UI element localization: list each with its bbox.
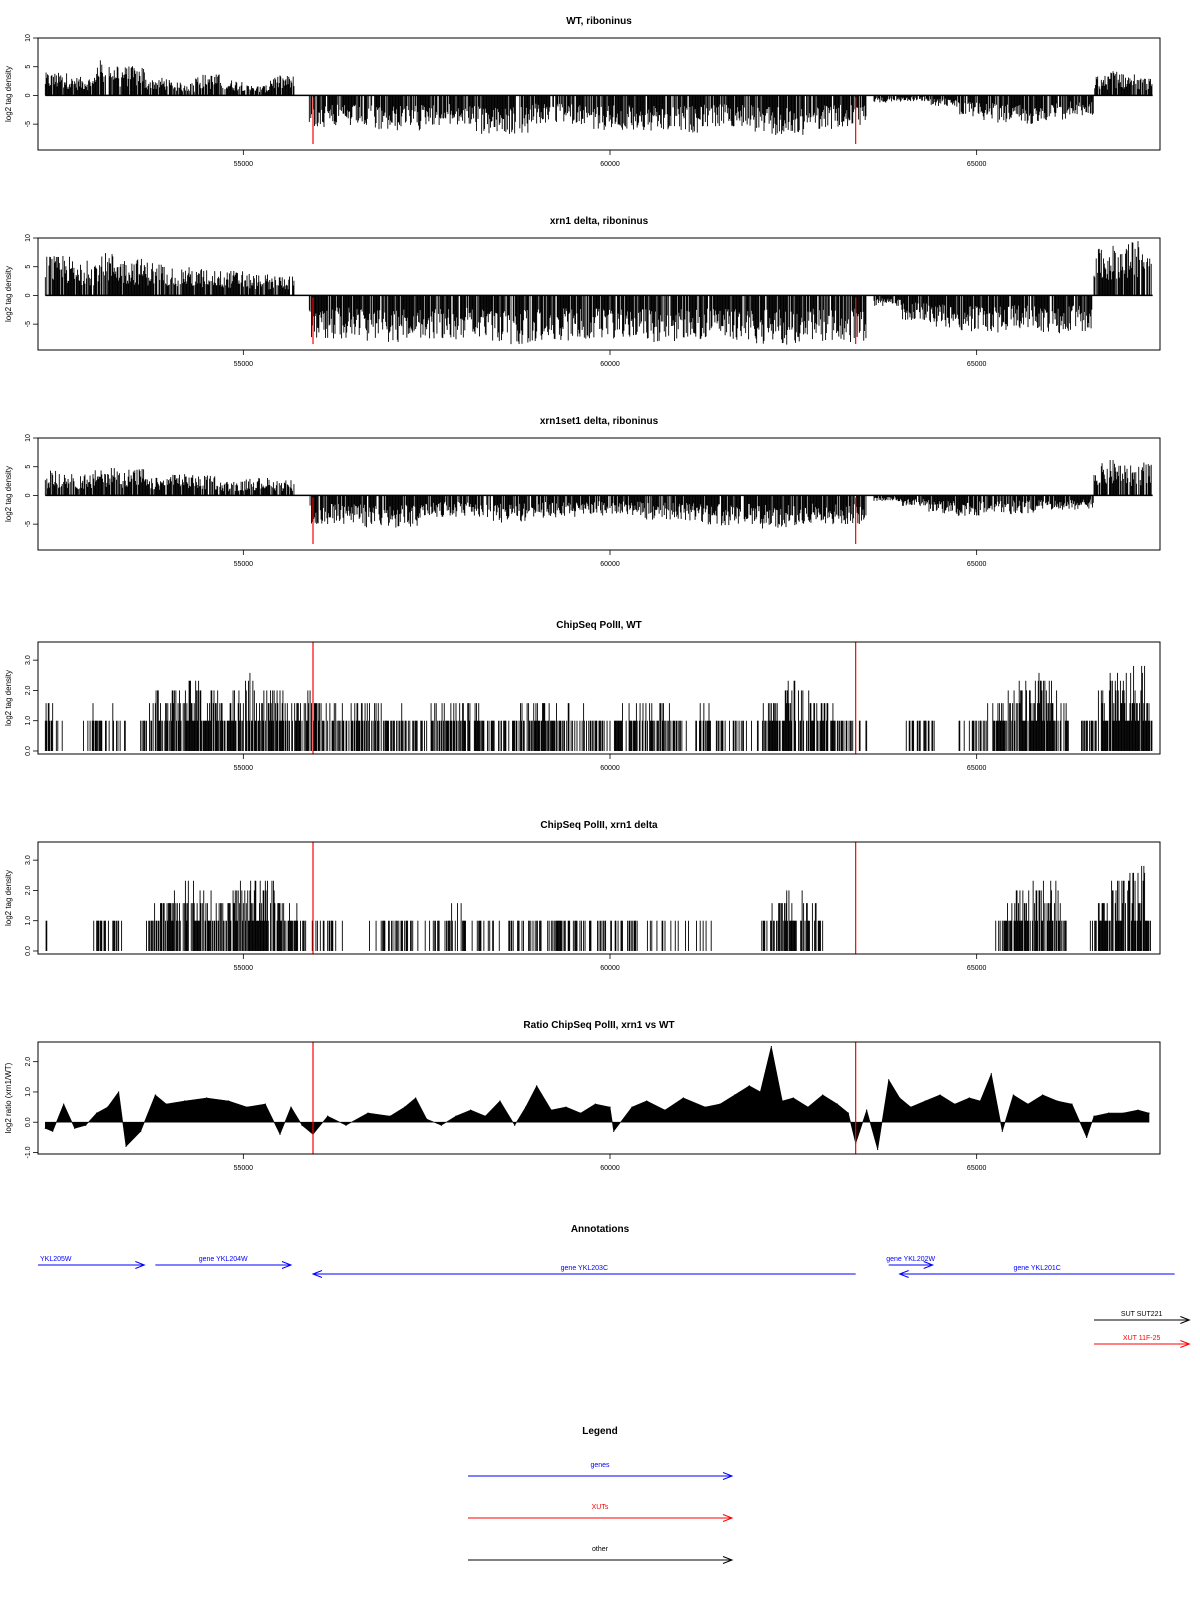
y-axis-label: log2 tag density [4,65,13,123]
y-tick-label: -5 [25,521,32,528]
y-axis-label: log2 tag density [4,669,13,727]
y-tick-label: 0.0 [25,746,32,756]
x-tick-label: 65000 [966,765,987,772]
chart-title: xrn1set1 delta, riboninus [539,416,659,427]
chart-marks [45,460,1152,528]
chart-marks [45,60,1152,135]
chart-panel-1 [4,216,1160,368]
y-tick-label: 10 [25,34,32,42]
chart-title: ChipSeq PolII, xrn1 delta [540,820,658,831]
y-tick-label: -5 [25,321,32,328]
x-tick-label: 65000 [966,361,987,368]
y-tick-label: 10 [25,434,32,442]
x-tick-label: 55000 [233,561,254,568]
x-tick-label: 55000 [233,965,254,972]
x-tick-label: 55000 [233,361,254,368]
y-tick-label: 5 [25,64,32,69]
y-tick-label: -5 [25,121,32,128]
x-tick-label: 60000 [600,361,620,368]
chart-panel-2 [4,416,1160,568]
x-tick-label: 60000 [600,561,620,568]
chart-panel-0 [4,16,1160,168]
y-tick-label: 0 [25,293,32,298]
chart-panel-4 [4,820,1160,972]
chart-title: ChipSeq PolII, WT [556,620,642,631]
x-tick-label: 60000 [600,161,620,168]
y-tick-label: 1.0 [25,715,32,726]
chart-marks [45,666,1152,751]
chart-panel-3 [4,620,1160,772]
x-tick-label: 65000 [966,161,987,168]
x-tick-label: 60000 [600,965,620,972]
chart-title: xrn1 delta, riboninus [549,216,649,227]
y-axis-label: log2 tag density [4,465,13,523]
x-tick-label: 60000 [600,765,620,772]
y-tick-label: 0 [25,493,32,498]
y-tick-label: 2.0 [25,685,32,696]
y-axis-label: log2 tag density [4,265,13,323]
y-tick-label: 3.0 [25,855,32,866]
y-tick-label: 1.0 [25,915,32,926]
chart-marks [45,241,1152,344]
y-tick-label: 2.0 [25,885,32,896]
y-axis-label: log2 tag density [4,869,13,927]
y-tick-label: 0 [25,93,32,98]
chart-title: WT, riboninus [566,16,632,27]
x-tick-label: 55000 [233,765,254,772]
y-tick-label: 5 [25,264,32,269]
y-tick-label: 5 [25,464,32,469]
y-tick-label: 10 [25,234,32,242]
x-tick-label: 65000 [966,561,987,568]
x-tick-label: 65000 [966,965,987,972]
y-tick-label: 0.0 [25,946,32,956]
chart-marks [46,866,1150,951]
y-tick-label: 3.0 [25,655,32,666]
x-tick-label: 55000 [233,161,254,168]
